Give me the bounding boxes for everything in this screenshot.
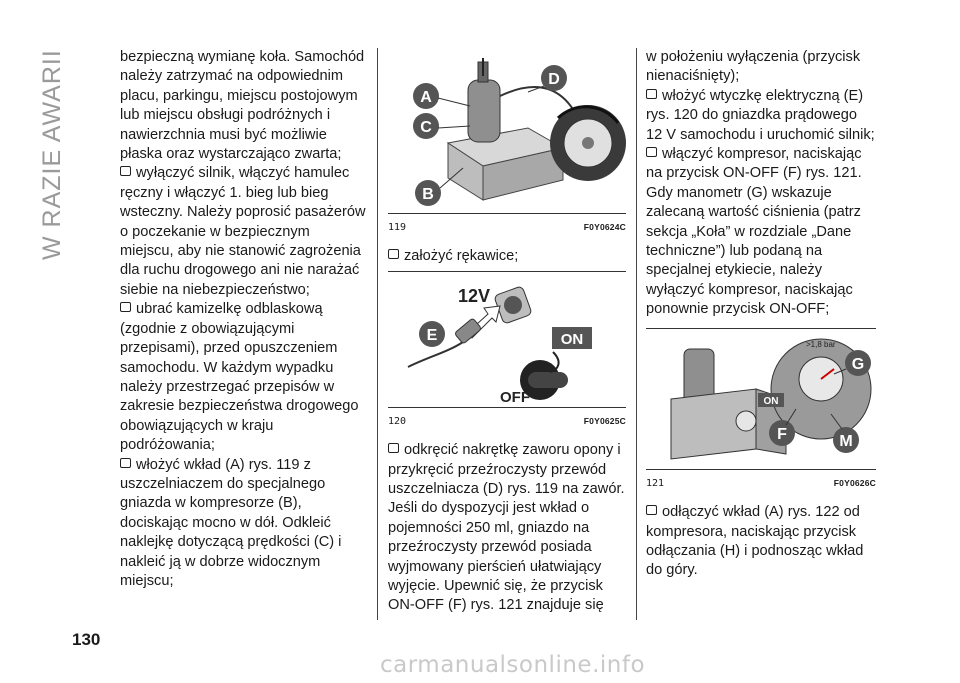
checkbox-bullet-icon xyxy=(120,458,131,468)
label-m: M xyxy=(839,432,853,450)
label-b: B xyxy=(422,186,434,203)
figure-code: F0Y0626C xyxy=(833,477,876,488)
figure-number: 121 xyxy=(646,477,665,489)
figure-code: F0Y0625C xyxy=(583,415,626,426)
figure-120 xyxy=(388,271,626,408)
label-a: A xyxy=(420,89,432,106)
list-item: wyłączyć silnik, włączyć hamulec ręczny i włączyć 1. bieg lub bieg wsteczny. Należy poprosić pasażerów o poczekanie w bezpiecznym miejscu, aby nie stanowić zagrożenia dla ruchu drogowego ani nie narażać siebie na niebezpieczeństwo; xyxy=(120,165,366,298)
figure-caption xyxy=(388,412,626,431)
figure-caption xyxy=(646,474,876,493)
figure-number: 120 xyxy=(388,415,407,427)
list-item: ubrać kamizelkę odblaskową (zgodnie z obowiązującymi przepisami), przed opuszczeniem samochodu. W każdym wypadku należy przestrzegać przepisów w zakresie bezpieczeństwa drogowego obowiązujących w kraju podróżowania; xyxy=(120,301,359,454)
label-f: F xyxy=(777,425,787,443)
figure-code: F0Y0624C xyxy=(583,222,626,232)
label-on: ON xyxy=(763,395,779,407)
paragraph: w położeniu wyłączenia (przycisk nienaciśnięty); xyxy=(646,49,861,85)
figure-number: 119 xyxy=(388,222,407,233)
list-item: włożyć wtyczkę elektryczną (E) rys. 120 do gniazdka prądowego 12 V samochodu i uruchomić silnik; xyxy=(646,87,875,143)
figure-121 xyxy=(646,328,876,470)
list-item: włączyć kompresor, naciskając na przycisk ON-OFF (F) rys. 121. Gdy manometr (G) wskazuje zalecaną wartość ciśnienia (patrz sekcja „Koła” w rozdziale „Dane techniczne”) lub podaną na specjalnej etykiecie, należy wyłączyć kompresor, naciskając ponownie przycisk ON-OFF; xyxy=(646,146,862,318)
label-e: E xyxy=(426,326,438,344)
checkbox-bullet-icon xyxy=(120,166,131,176)
list-item: włożyć wkład (A) rys. 119 z uszczelniaczem do specjalnego gniazda w kompresorze (B), dociskając mocno w dół. Odkleić naklejkę dotyczącą prędkości (C) i nakleić ją w dobrze widocznym miejscu; xyxy=(120,456,342,589)
text-column-3 xyxy=(646,48,876,581)
label-c: C xyxy=(420,119,432,136)
checkbox-bullet-icon xyxy=(646,505,657,515)
label-12v: 12V xyxy=(458,285,491,306)
text-column-1 xyxy=(120,48,366,591)
chapter-title: W RAZIE AWARII xyxy=(38,49,66,260)
figure-119 xyxy=(388,48,626,214)
label-pressure: >1,8 bar xyxy=(806,339,836,349)
label-off: OFF xyxy=(500,388,530,406)
checkbox-bullet-icon xyxy=(388,443,399,453)
checkbox-bullet-icon xyxy=(120,302,131,312)
figure-caption xyxy=(388,218,626,237)
list-item: założyć rękawice; xyxy=(388,247,626,266)
label-g: G xyxy=(851,355,865,373)
label-d: D xyxy=(548,71,560,88)
column-divider xyxy=(377,48,378,620)
checkbox-bullet-icon xyxy=(388,249,399,259)
label-on: ON xyxy=(560,330,584,348)
list-item: odkręcić nakrętkę zaworu opony i przykręcić przeźroczysty przewód uszczelniacza (D) rys. 119 na zawór. Jeśli do dyspozycji jest wkład o pojemności 250 ml, gniazdo na przeźroczysty przewód posiada wyjmowany pierścień ułatwiający wyjęcie. Upewnić się, że przycisk ON-OFF (F) rys. 121 znajduje się xyxy=(388,442,625,614)
compressor-cartridge-illustration xyxy=(388,48,626,213)
power-plug-illustration xyxy=(388,272,626,407)
text-column-2 xyxy=(388,48,626,616)
paragraph: bezpieczną wymianę koła. Samochód należy zatrzymać na odpowiednim placu, parkingu, miejscu postojowym lub miejscu obsługi podróżnych i nawierzchnia musi być możliwie płaska oraz wystarczająco zwarta; xyxy=(120,49,365,163)
checkbox-bullet-icon xyxy=(646,89,657,99)
list-item: odłączyć wkład (A) rys. 122 od kompresora, naciskając przycisk odłączania (H) i podnosząc wkład do góry. xyxy=(646,504,864,579)
watermark: carmanualsonline.info xyxy=(380,652,646,678)
page-number: 130 xyxy=(72,630,101,649)
checkbox-bullet-icon xyxy=(646,147,657,157)
column-divider xyxy=(636,48,637,620)
compressor-gauge-illustration xyxy=(646,329,876,469)
